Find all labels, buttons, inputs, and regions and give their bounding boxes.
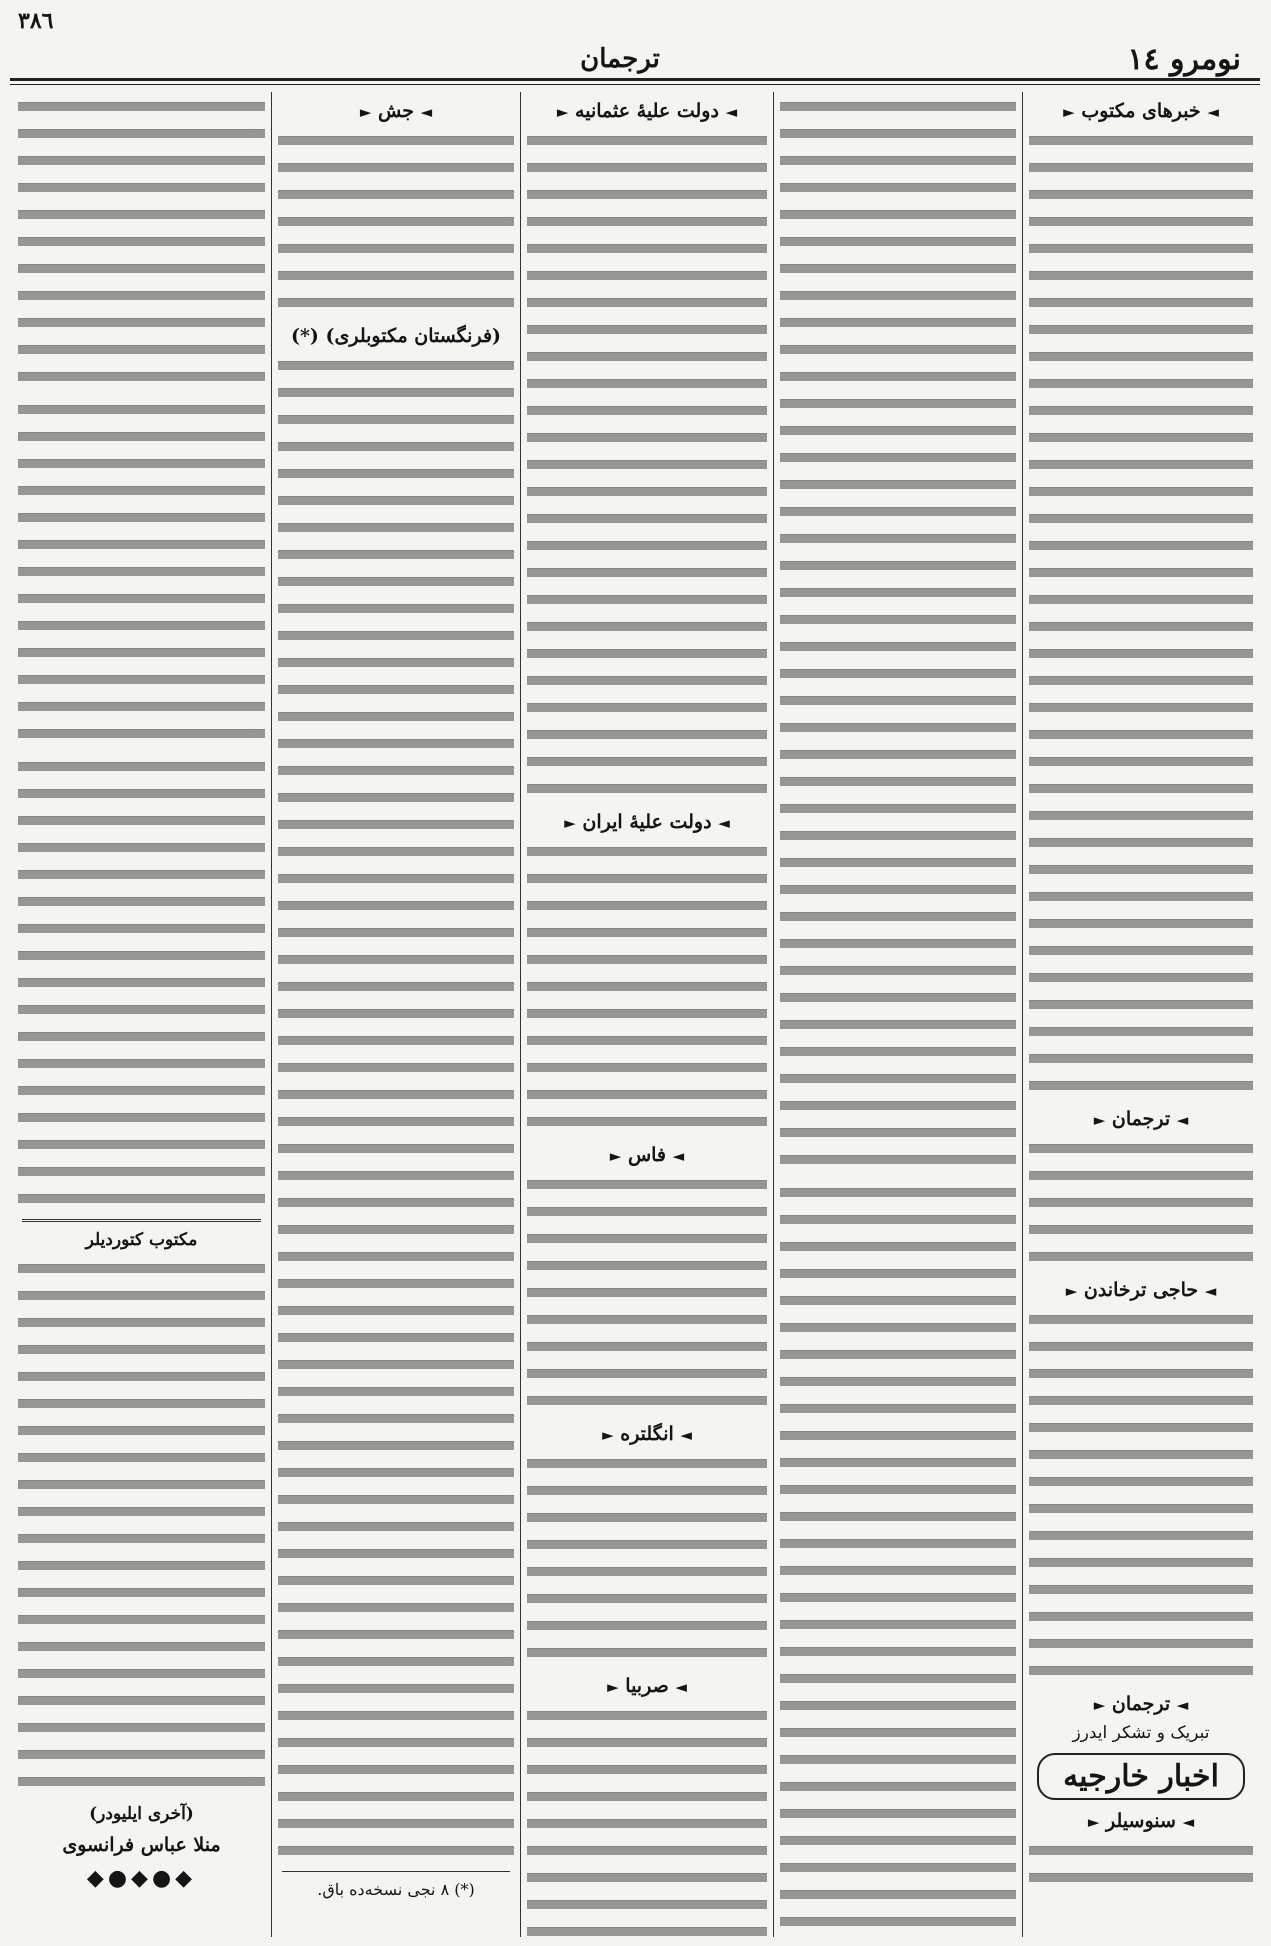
column-1 [1022, 92, 1259, 1937]
closing-note: (آخری ایلیودر) [89, 1804, 194, 1824]
columns [12, 92, 1259, 1937]
column-3 [520, 92, 773, 1937]
article-text [1029, 1307, 1253, 1685]
article-text [780, 1180, 1016, 1936]
column-5 [12, 92, 271, 1937]
article-text [18, 754, 265, 1213]
masthead-rule-thin [10, 84, 1260, 85]
issue-number: نومرو ١٤ [1127, 42, 1241, 77]
section-heading: ◄ جش ► [359, 100, 433, 122]
section-heading: ◄ دولت علیهٔ عثمانیه ► [556, 100, 738, 122]
masthead [0, 0, 1271, 78]
section-heading: ◄ ترجمان ► [1093, 1108, 1189, 1130]
footnote: (*) ٨ نجی نسخه‌ده باق. [317, 1880, 475, 1899]
article-text [18, 94, 265, 391]
author-signature: منلا عباس فرانسوی [62, 1834, 221, 1856]
masthead-rule [10, 78, 1260, 81]
article-text [527, 839, 767, 1136]
section-heading: ◄ انگلتره ► [602, 1423, 692, 1445]
article-text [278, 353, 514, 1865]
foreign-news-heading: اخبار خارجیه [1037, 1753, 1245, 1800]
article-text [18, 397, 265, 748]
section-heading: ◄ دولت علیهٔ ایران ► [564, 811, 730, 833]
section-heading: ◄ سنوسیلر ► [1087, 1810, 1195, 1832]
section-heading: ◄ فاس ► [609, 1144, 685, 1166]
section-heading: ◄ ترجمان ► [1093, 1693, 1189, 1715]
ornament-row: ◆●◆●◆ [86, 1866, 197, 1891]
footnote-rule [282, 1871, 510, 1872]
article-text [527, 1172, 767, 1415]
section-heading: ◄ خبرهای مکتوب ► [1063, 100, 1219, 122]
article-text [780, 94, 1016, 1174]
article-text [278, 128, 514, 317]
article-text [527, 1451, 767, 1667]
article-text [18, 1256, 265, 1796]
paper-name: ترجمان [580, 44, 660, 74]
section-heading: مکتوب کتوردیلر [85, 1230, 198, 1250]
section-subheading: تبریک و تشکر ایدرز [1072, 1723, 1210, 1743]
section-divider [22, 1219, 261, 1222]
column-2 [773, 92, 1022, 1937]
corner-number: ٣٨٦ [18, 8, 54, 34]
article-text [527, 128, 767, 803]
article-text [1029, 128, 1253, 1100]
section-heading: ◄ حاجی ترخاندن ► [1065, 1279, 1217, 1301]
section-heading: (فرنگستان مکتوبلری) (*) [290, 325, 502, 347]
article-text [1029, 1838, 1253, 1892]
article-text [1029, 1136, 1253, 1271]
column-4 [271, 92, 520, 1937]
section-heading: ◄ صربیا ► [607, 1675, 687, 1697]
article-text [527, 1703, 767, 1937]
